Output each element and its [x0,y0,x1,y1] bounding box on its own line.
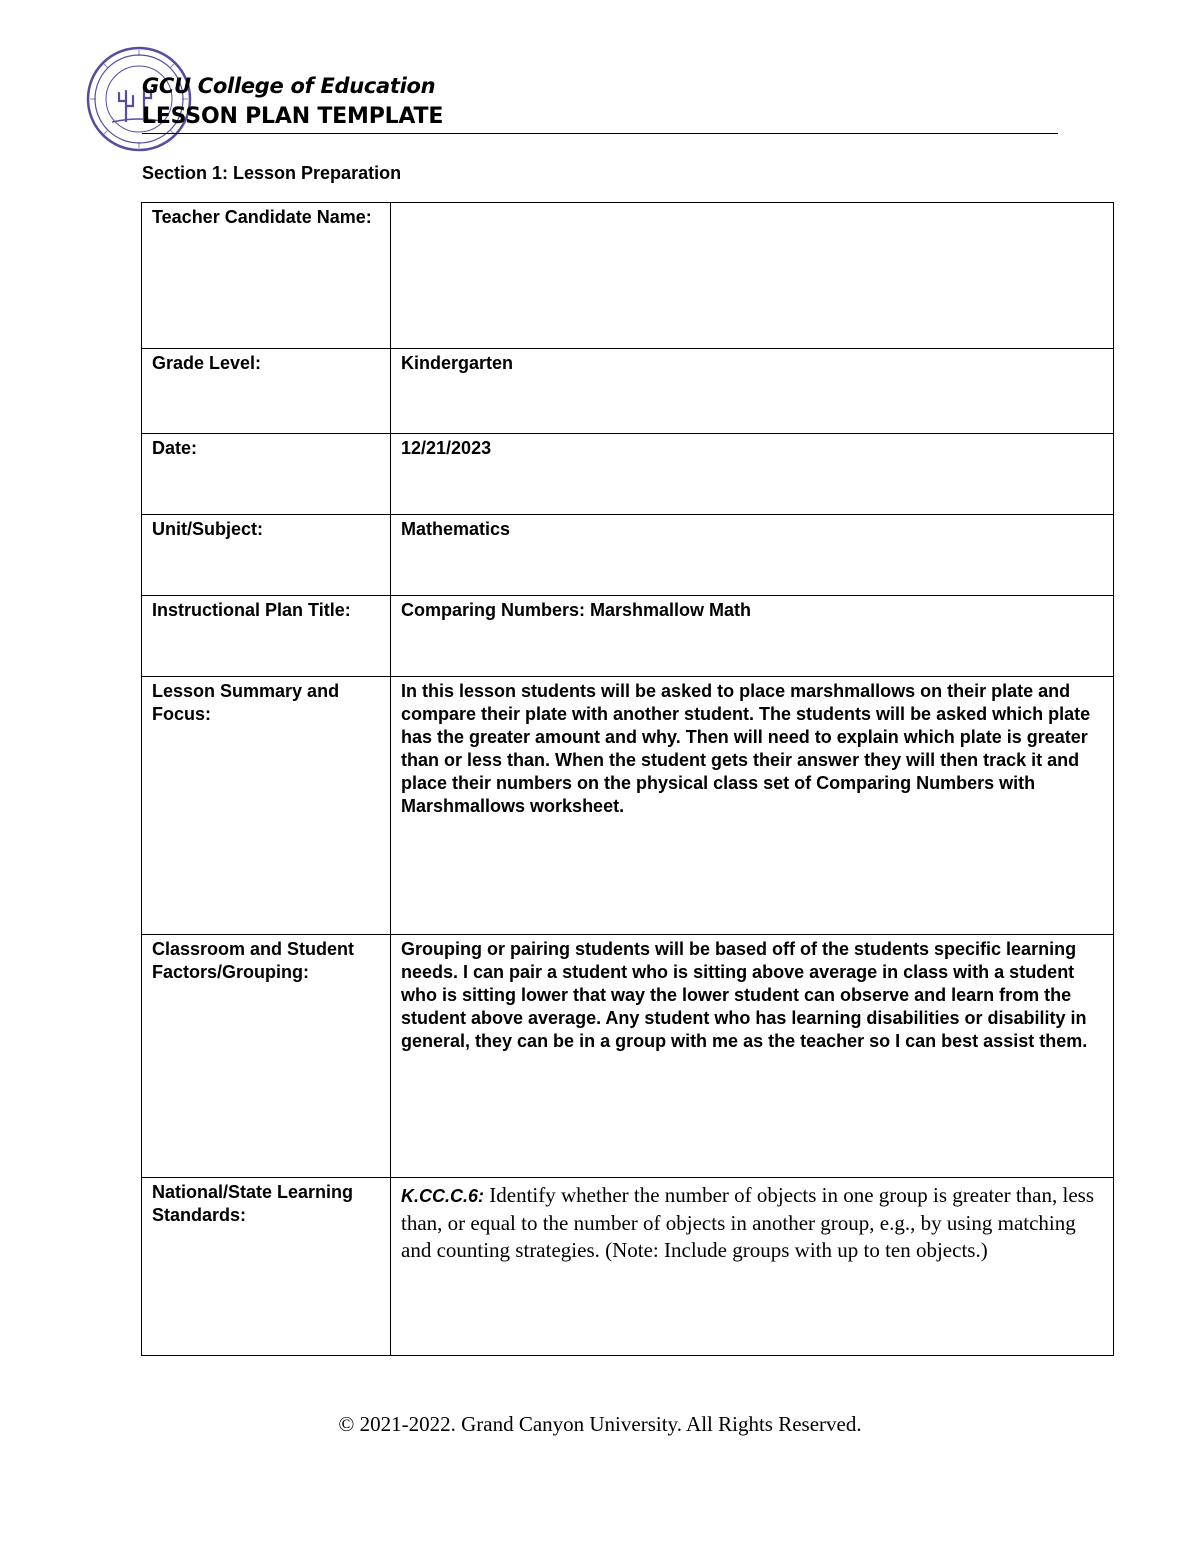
section-title: Section 1: Lesson Preparation [142,163,402,183]
table-row-date [142,434,1114,515]
row-label: Classroom and Student Factors/Grouping: [142,935,391,1178]
university-seal-logo [86,46,192,152]
standard-text: Identify whether the number of objects in one group is greater than, less than, or equal to the number of objects in another group, e.g., by using matching and counting strategies. (Note: Include groups with up to ten objects.) [401,1183,1094,1262]
row-value [391,203,1114,349]
row-value: Mathematics [391,515,1114,596]
table-row-teacher-name [142,203,1114,349]
table-row-lesson-summary [142,677,1114,935]
table-row-unit-subject [142,515,1114,596]
table-row-plan-title [142,596,1114,677]
row-label: Lesson Summary and Focus: [142,677,391,935]
row-value: Grouping or pairing students will be based off of the students specific learning needs. I can pair a student who is sitting above average in class with a student who is sitting lower that way the lower student can observe and learn from the student above average. Any student who has learning disabilities or disability in general, they can be in a group with me as the teacher so I can best assist them. [391,935,1114,1178]
table-row-grade-level [142,349,1114,434]
row-value: In this lesson students will be asked to place marshmallows on their plate and compare their plate with another student. The students will be asked which plate has the greater amount and why. Then will need to explain which plate is greater than or less than. When the student gets their answer they will then track it and place their numbers on the physical class set of Comparing Numbers with Marshmallows worksheet. [391,677,1114,935]
row-value: 12/21/2023 [391,434,1114,515]
copyright-footer: © 2021-2022. Grand Canyon University. All Rights Reserved. [338,1412,862,1436]
row-label: National/State Learning Standards: [142,1178,391,1356]
row-value [391,1178,1114,1356]
college-name: GCU College of Education [142,74,436,98]
table-row-classroom-factors [142,935,1114,1178]
row-label: Teacher Candidate Name: [142,203,391,349]
row-label: Date: [142,434,391,515]
row-label: Grade Level: [142,349,391,434]
row-value: Kindergarten [391,349,1114,434]
lesson-preparation-table [141,202,1114,1356]
row-label: Unit/Subject: [142,515,391,596]
row-value: Comparing Numbers: Marshmallow Math [391,596,1114,677]
standard-code: K.CC.C.6: [401,1186,485,1206]
row-label: Instructional Plan Title: [142,596,391,677]
header-divider [142,133,1058,134]
document-title: LESSON PLAN TEMPLATE [142,104,444,129]
table-row-learning-standards [142,1178,1114,1356]
